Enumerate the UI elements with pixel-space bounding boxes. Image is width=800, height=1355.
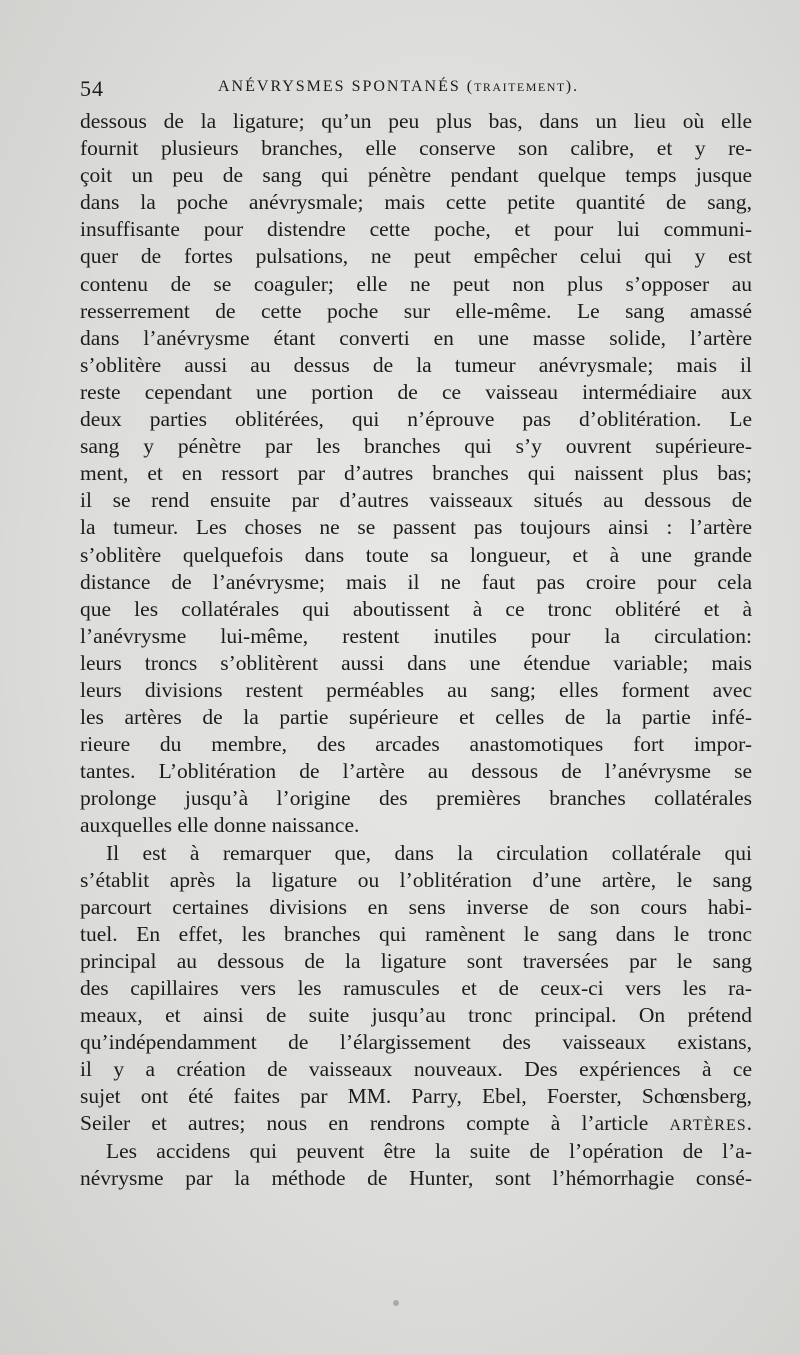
text-line-with-reference: Seiler et autres; nous en rendrons compte à l’article ARTÈRES. [80, 1111, 752, 1136]
page-number: 54 [80, 76, 104, 101]
cross-reference: ARTÈRES [669, 1117, 747, 1135]
text-line: s’oblitère quelquefois dans toute sa longueur, et à une grande [80, 542, 752, 567]
text-line: quer de fortes pulsations, ne peut empêcher celui qui y est [80, 244, 752, 269]
text-line: dans l’anévrysme étant converti en une masse solide, l’artère [80, 325, 752, 350]
text-line: parcourt certaines divisions en sens inverse de son cours habi- [80, 894, 752, 919]
text-line: il y a création de vaisseaux nouveaux. Des expériences à ce [80, 1057, 752, 1082]
text-line: dessous de la ligature; qu’un peu plus bas, dans un lieu où elle [80, 109, 752, 133]
text-line: l’anévrysme lui-même, restent inutiles pour la circulation: [80, 623, 752, 648]
text-line: prolonge jusqu’à l’origine des premières branches collatérales [80, 786, 752, 811]
text-line-paragraph-start: Il est à remarquer que, dans la circulation collatérale qui [106, 840, 752, 865]
text-line: principal au dessous de la ligature sont traversées par le sang [80, 948, 752, 973]
running-title: ANÉVRYSMES SPONTANÉS (TRAITEMENT). [218, 78, 580, 95]
text-line: contenu de se coaguler; elle ne peut non plus s’opposer au [80, 271, 752, 296]
text-line: resserrement de cette poche sur elle-même. Le sang amassé [80, 298, 752, 323]
text-line: s’oblitère aussi au dessus de la tumeur anévrysmale; mais il [80, 352, 752, 377]
text-line: distance de l’anévrysme; mais il ne faut pas croire pour cela [80, 569, 752, 594]
print-mark [393, 1300, 399, 1306]
body-text [80, 108, 752, 1192]
text-line: tantes. L’oblitération de l’artère au dessous de l’anévrysme se [80, 759, 752, 784]
text-line: ment, et en ressort par d’autres branches qui naissent plus bas; [80, 461, 752, 486]
text-line: s’établit après la ligature ou l’oblitération d’une artère, le sang [80, 867, 752, 892]
text-line: les artères de la partie supérieure et celles de la partie infé- [80, 705, 752, 730]
running-title-main: ANÉVRYSMES SPONTANÉS [218, 78, 461, 95]
running-head [80, 76, 750, 106]
text-line: dans la poche anévrysmale; mais cette petite quantité de sang, [80, 190, 752, 215]
text-line: çoit un peu de sang qui pénètre pendant quelque temps jusque [80, 163, 752, 188]
text-line: meaux, et ainsi de suite jusqu’au tronc principal. On prétend [80, 1003, 752, 1028]
text-line: leurs divisions restent perméables au sang; elles forment avec [80, 677, 752, 702]
text-line: insuffisante pour distendre cette poche, et pour lui communi- [80, 217, 752, 242]
text-line: deux parties oblitérées, qui n’éprouve pas d’oblitération. Le [80, 407, 752, 432]
text-line: reste cependant une portion de ce vaisseau intermédiaire aux [80, 379, 752, 404]
text-line: des capillaires vers les ramuscules et de ceux-ci vers les ra- [80, 976, 752, 1000]
text-line-paragraph-start: Les accidens qui peuvent être la suite de l’opération de l’a- [106, 1138, 752, 1163]
text-line: rieure du membre, des arcades anastomotiques fort impor- [80, 732, 752, 757]
text-line: sang y pénètre par les branches qui s’y ouvrent supérieure- [80, 434, 752, 459]
text-line-paragraph-end: auxquelles elle donne naissance. [80, 813, 360, 838]
text-line: tuel. En effet, les branches qui ramènent le sang dans le tronc [80, 921, 752, 946]
text-line: sujet ont été faites par MM. Parry, Ebel, Foerster, Schœnsberg, [80, 1084, 752, 1109]
text-line: qu’indépendamment de l’élargissement des vaisseaux existans, [80, 1030, 752, 1055]
text-line: que les collatérales qui aboutissent à ce tronc oblitéré et à [80, 596, 752, 621]
text-line: fournit plusieurs branches, elle conserve son calibre, et y re- [80, 136, 752, 161]
text-line: la tumeur. Les choses ne se passent pas toujours ainsi : l’artère [80, 515, 752, 540]
running-title-sub: TRAITEMENT [474, 80, 566, 94]
text-line: leurs troncs s’oblitèrent aussi dans une étendue variable; mais [80, 650, 752, 675]
text-line: névrysme par la méthode de Hunter, sont l’hémorrhagie consé- [80, 1165, 752, 1190]
text-line: il se rend ensuite par d’autres vaisseaux situés au dessous de [80, 488, 752, 513]
